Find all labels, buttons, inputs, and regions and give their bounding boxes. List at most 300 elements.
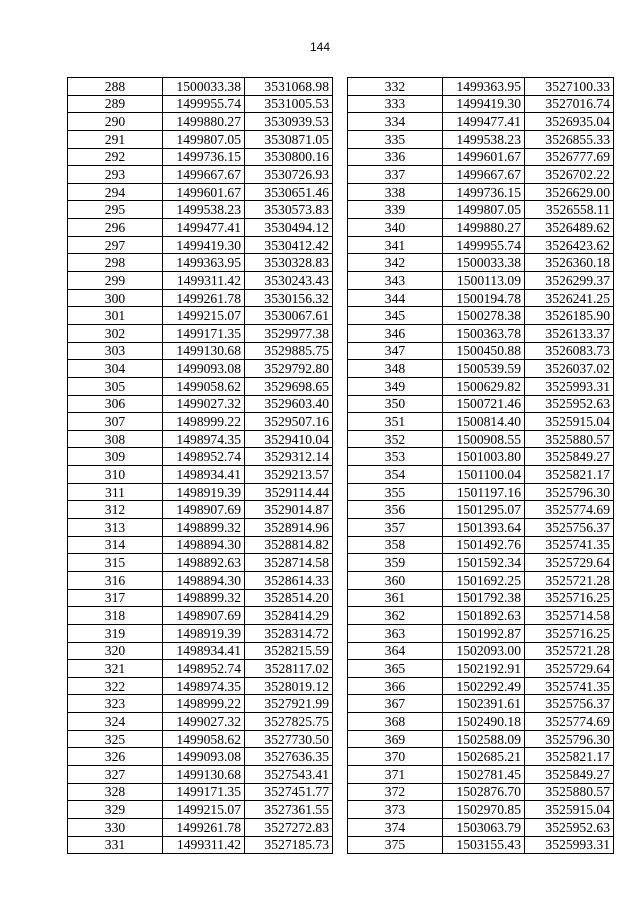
- table-row: [348, 501, 614, 519]
- table-row: [348, 519, 614, 537]
- table-row: [348, 536, 614, 554]
- y-coordinate-cell: 3530494.12: [245, 219, 333, 237]
- y-coordinate-cell: 3525880.57: [525, 783, 614, 801]
- x-coordinate-cell: 1502292.49: [443, 677, 525, 695]
- y-coordinate-cell: 3526629.00: [525, 183, 614, 201]
- table-row: [348, 236, 614, 254]
- x-coordinate-cell: 1501295.07: [443, 501, 525, 519]
- table-row: [68, 571, 333, 589]
- x-coordinate-cell: 1499601.67: [443, 148, 525, 166]
- x-coordinate-cell: 1500814.40: [443, 413, 525, 431]
- point-number-cell: 341: [348, 236, 443, 254]
- y-coordinate-cell: 3530573.83: [245, 201, 333, 219]
- point-number-cell: 290: [68, 113, 163, 131]
- x-coordinate-cell: 1503063.79: [443, 818, 525, 836]
- y-coordinate-cell: 3530412.42: [245, 236, 333, 254]
- y-coordinate-cell: 3529603.40: [245, 395, 333, 413]
- table-row: [348, 554, 614, 572]
- y-coordinate-cell: 3526777.69: [525, 148, 614, 166]
- table-row: [68, 730, 333, 748]
- x-coordinate-cell: 1498952.74: [163, 660, 245, 678]
- left-table-body: [68, 78, 333, 854]
- point-number-cell: 337: [348, 166, 443, 184]
- y-coordinate-cell: 3526489.62: [525, 219, 614, 237]
- point-number-cell: 351: [348, 413, 443, 431]
- x-coordinate-cell: 1499807.05: [443, 201, 525, 219]
- y-coordinate-cell: 3526360.18: [525, 254, 614, 272]
- table-row: [68, 272, 333, 290]
- y-coordinate-cell: 3530156.32: [245, 289, 333, 307]
- x-coordinate-cell: 1502970.85: [443, 801, 525, 819]
- point-number-cell: 319: [68, 624, 163, 642]
- table-row: [68, 324, 333, 342]
- point-number-cell: 296: [68, 219, 163, 237]
- y-coordinate-cell: 3527451.77: [245, 783, 333, 801]
- x-coordinate-cell: 1499419.30: [443, 95, 525, 113]
- point-number-cell: 338: [348, 183, 443, 201]
- table-row: [348, 466, 614, 484]
- table-row: [68, 377, 333, 395]
- table-row: [348, 360, 614, 378]
- y-coordinate-cell: 3526185.90: [525, 307, 614, 325]
- table-row: [348, 589, 614, 607]
- point-number-cell: 297: [68, 236, 163, 254]
- x-coordinate-cell: 1499736.15: [443, 183, 525, 201]
- x-coordinate-cell: 1498999.22: [163, 695, 245, 713]
- table-row: [348, 166, 614, 184]
- point-number-cell: 303: [68, 342, 163, 360]
- point-number-cell: 327: [68, 765, 163, 783]
- y-coordinate-cell: 3528215.59: [245, 642, 333, 660]
- point-number-cell: 336: [348, 148, 443, 166]
- x-coordinate-cell: 1499363.95: [443, 78, 525, 96]
- x-coordinate-cell: 1499955.74: [163, 95, 245, 113]
- point-number-cell: 323: [68, 695, 163, 713]
- table-row: [68, 254, 333, 272]
- point-number-cell: 361: [348, 589, 443, 607]
- table-row: [68, 695, 333, 713]
- y-coordinate-cell: 3525849.27: [525, 765, 614, 783]
- x-coordinate-cell: 1499058.62: [163, 730, 245, 748]
- table-row: [68, 166, 333, 184]
- x-coordinate-cell: 1499419.30: [163, 236, 245, 254]
- x-coordinate-cell: 1498952.74: [163, 448, 245, 466]
- point-number-cell: 339: [348, 201, 443, 219]
- point-number-cell: 299: [68, 272, 163, 290]
- point-number-cell: 353: [348, 448, 443, 466]
- x-coordinate-cell: 1499130.68: [163, 342, 245, 360]
- x-coordinate-cell: 1501197.16: [443, 483, 525, 501]
- y-coordinate-cell: 3528117.02: [245, 660, 333, 678]
- y-coordinate-cell: 3530726.93: [245, 166, 333, 184]
- table-row: [68, 201, 333, 219]
- y-coordinate-cell: 3525774.69: [525, 713, 614, 731]
- x-coordinate-cell: 1499477.41: [163, 219, 245, 237]
- table-row: [348, 818, 614, 836]
- coordinate-table-right: [347, 77, 614, 854]
- table-row: [68, 113, 333, 131]
- point-number-cell: 293: [68, 166, 163, 184]
- x-coordinate-cell: 1500363.78: [443, 324, 525, 342]
- table-row: [68, 501, 333, 519]
- table-row: [68, 289, 333, 307]
- point-number-cell: 333: [348, 95, 443, 113]
- table-row: [68, 148, 333, 166]
- y-coordinate-cell: 3527730.50: [245, 730, 333, 748]
- x-coordinate-cell: 1498899.32: [163, 519, 245, 537]
- y-coordinate-cell: 3531068.98: [245, 78, 333, 96]
- table-row: [68, 395, 333, 413]
- point-number-cell: 358: [348, 536, 443, 554]
- table-row: [348, 713, 614, 731]
- x-coordinate-cell: 1500194.78: [443, 289, 525, 307]
- table-row: [68, 430, 333, 448]
- y-coordinate-cell: 3528414.29: [245, 607, 333, 625]
- table-row: [348, 730, 614, 748]
- point-number-cell: 332: [348, 78, 443, 96]
- x-coordinate-cell: 1501792.38: [443, 589, 525, 607]
- right-table-body: [348, 78, 614, 854]
- x-coordinate-cell: 1499093.08: [163, 360, 245, 378]
- coordinate-table-left: [67, 77, 333, 854]
- y-coordinate-cell: 3530651.46: [245, 183, 333, 201]
- table-row: [68, 554, 333, 572]
- y-coordinate-cell: 3525721.28: [525, 642, 614, 660]
- y-coordinate-cell: 3526702.22: [525, 166, 614, 184]
- table-row: [348, 765, 614, 783]
- x-coordinate-cell: 1499215.07: [163, 307, 245, 325]
- table-row: [348, 289, 614, 307]
- x-coordinate-cell: 1499955.74: [443, 236, 525, 254]
- y-coordinate-cell: 3527016.74: [525, 95, 614, 113]
- x-coordinate-cell: 1499027.32: [163, 395, 245, 413]
- point-number-cell: 307: [68, 413, 163, 431]
- y-coordinate-cell: 3525993.31: [525, 377, 614, 395]
- point-number-cell: 350: [348, 395, 443, 413]
- y-coordinate-cell: 3525915.04: [525, 413, 614, 431]
- x-coordinate-cell: 1500113.09: [443, 272, 525, 290]
- y-coordinate-cell: 3530800.16: [245, 148, 333, 166]
- y-coordinate-cell: 3530871.05: [245, 130, 333, 148]
- y-coordinate-cell: 3525741.35: [525, 677, 614, 695]
- point-number-cell: 313: [68, 519, 163, 537]
- point-number-cell: 304: [68, 360, 163, 378]
- table-row: [68, 801, 333, 819]
- y-coordinate-cell: 3525721.28: [525, 571, 614, 589]
- x-coordinate-cell: 1499215.07: [163, 801, 245, 819]
- table-row: [348, 413, 614, 431]
- y-coordinate-cell: 3529410.04: [245, 430, 333, 448]
- table-row: [348, 201, 614, 219]
- x-coordinate-cell: 1498974.35: [163, 677, 245, 695]
- y-coordinate-cell: 3530328.83: [245, 254, 333, 272]
- table-row: [68, 466, 333, 484]
- point-number-cell: 348: [348, 360, 443, 378]
- point-number-cell: 289: [68, 95, 163, 113]
- point-number-cell: 334: [348, 113, 443, 131]
- table-row: [68, 713, 333, 731]
- y-coordinate-cell: 3525821.17: [525, 466, 614, 484]
- table-row: [348, 324, 614, 342]
- point-number-cell: 352: [348, 430, 443, 448]
- point-number-cell: 331: [68, 836, 163, 854]
- point-number-cell: 317: [68, 589, 163, 607]
- point-number-cell: 295: [68, 201, 163, 219]
- table-row: [68, 448, 333, 466]
- point-number-cell: 292: [68, 148, 163, 166]
- y-coordinate-cell: 3525993.31: [525, 836, 614, 854]
- point-number-cell: 298: [68, 254, 163, 272]
- table-row: [348, 748, 614, 766]
- x-coordinate-cell: 1502192.91: [443, 660, 525, 678]
- point-number-cell: 340: [348, 219, 443, 237]
- y-coordinate-cell: 3526299.37: [525, 272, 614, 290]
- table-row: [68, 519, 333, 537]
- point-number-cell: 355: [348, 483, 443, 501]
- x-coordinate-cell: 1500629.82: [443, 377, 525, 395]
- point-number-cell: 325: [68, 730, 163, 748]
- x-coordinate-cell: 1498907.69: [163, 501, 245, 519]
- table-row: [68, 536, 333, 554]
- point-number-cell: 346: [348, 324, 443, 342]
- x-coordinate-cell: 1501003.80: [443, 448, 525, 466]
- x-coordinate-cell: 1499538.23: [443, 130, 525, 148]
- y-coordinate-cell: 3527361.55: [245, 801, 333, 819]
- point-number-cell: 366: [348, 677, 443, 695]
- y-coordinate-cell: 3529014.87: [245, 501, 333, 519]
- x-coordinate-cell: 1499027.32: [163, 713, 245, 731]
- x-coordinate-cell: 1501892.63: [443, 607, 525, 625]
- y-coordinate-cell: 3525952.63: [525, 395, 614, 413]
- y-coordinate-cell: 3529312.14: [245, 448, 333, 466]
- x-coordinate-cell: 1502876.70: [443, 783, 525, 801]
- y-coordinate-cell: 3526241.25: [525, 289, 614, 307]
- x-coordinate-cell: 1498934.41: [163, 642, 245, 660]
- point-number-cell: 372: [348, 783, 443, 801]
- point-number-cell: 365: [348, 660, 443, 678]
- point-number-cell: 302: [68, 324, 163, 342]
- y-coordinate-cell: 3527185.73: [245, 836, 333, 854]
- table-row: [348, 130, 614, 148]
- table-row: [348, 642, 614, 660]
- y-coordinate-cell: 3529114.44: [245, 483, 333, 501]
- x-coordinate-cell: 1499667.67: [163, 166, 245, 184]
- point-number-cell: 308: [68, 430, 163, 448]
- table-row: [348, 95, 614, 113]
- y-coordinate-cell: 3528714.58: [245, 554, 333, 572]
- x-coordinate-cell: 1498919.39: [163, 624, 245, 642]
- y-coordinate-cell: 3525756.37: [525, 695, 614, 713]
- y-coordinate-cell: 3528019.12: [245, 677, 333, 695]
- y-coordinate-cell: 3525729.64: [525, 660, 614, 678]
- x-coordinate-cell: 1501492.76: [443, 536, 525, 554]
- point-number-cell: 368: [348, 713, 443, 731]
- x-coordinate-cell: 1498894.30: [163, 571, 245, 589]
- point-number-cell: 315: [68, 554, 163, 572]
- y-coordinate-cell: 3525756.37: [525, 519, 614, 537]
- table-row: [68, 624, 333, 642]
- point-number-cell: 349: [348, 377, 443, 395]
- y-coordinate-cell: 3526037.02: [525, 360, 614, 378]
- x-coordinate-cell: 1501992.87: [443, 624, 525, 642]
- y-coordinate-cell: 3528514.20: [245, 589, 333, 607]
- point-number-cell: 305: [68, 377, 163, 395]
- x-coordinate-cell: 1499311.42: [163, 836, 245, 854]
- table-row: [348, 448, 614, 466]
- x-coordinate-cell: 1500908.55: [443, 430, 525, 448]
- table-row: [348, 272, 614, 290]
- point-number-cell: 345: [348, 307, 443, 325]
- table-row: [68, 183, 333, 201]
- x-coordinate-cell: 1502685.21: [443, 748, 525, 766]
- point-number-cell: 374: [348, 818, 443, 836]
- y-coordinate-cell: 3525729.64: [525, 554, 614, 572]
- table-row: [348, 783, 614, 801]
- y-coordinate-cell: 3527272.83: [245, 818, 333, 836]
- x-coordinate-cell: 1502093.00: [443, 642, 525, 660]
- point-number-cell: 344: [348, 289, 443, 307]
- y-coordinate-cell: 3529507.16: [245, 413, 333, 431]
- point-number-cell: 328: [68, 783, 163, 801]
- y-coordinate-cell: 3526855.33: [525, 130, 614, 148]
- table-row: [68, 607, 333, 625]
- y-coordinate-cell: 3529698.65: [245, 377, 333, 395]
- x-coordinate-cell: 1500450.88: [443, 342, 525, 360]
- y-coordinate-cell: 3525741.35: [525, 536, 614, 554]
- table-row: [68, 748, 333, 766]
- table-row: [68, 236, 333, 254]
- x-coordinate-cell: 1498892.63: [163, 554, 245, 572]
- table-row: [348, 571, 614, 589]
- x-coordinate-cell: 1499807.05: [163, 130, 245, 148]
- point-number-cell: 314: [68, 536, 163, 554]
- y-coordinate-cell: 3528314.72: [245, 624, 333, 642]
- y-coordinate-cell: 3530067.61: [245, 307, 333, 325]
- y-coordinate-cell: 3525716.25: [525, 624, 614, 642]
- x-coordinate-cell: 1499093.08: [163, 748, 245, 766]
- y-coordinate-cell: 3529885.75: [245, 342, 333, 360]
- table-row: [348, 801, 614, 819]
- point-number-cell: 320: [68, 642, 163, 660]
- y-coordinate-cell: 3526083.73: [525, 342, 614, 360]
- point-number-cell: 373: [348, 801, 443, 819]
- x-coordinate-cell: 1500033.38: [163, 78, 245, 96]
- x-coordinate-cell: 1499667.67: [443, 166, 525, 184]
- x-coordinate-cell: 1499538.23: [163, 201, 245, 219]
- x-coordinate-cell: 1501592.34: [443, 554, 525, 572]
- point-number-cell: 311: [68, 483, 163, 501]
- table-row: [68, 219, 333, 237]
- table-row: [348, 307, 614, 325]
- point-number-cell: 362: [348, 607, 443, 625]
- point-number-cell: 294: [68, 183, 163, 201]
- table-row: [348, 695, 614, 713]
- table-row: [68, 78, 333, 96]
- x-coordinate-cell: 1503155.43: [443, 836, 525, 854]
- table-row: [68, 642, 333, 660]
- point-number-cell: 321: [68, 660, 163, 678]
- x-coordinate-cell: 1498934.41: [163, 466, 245, 484]
- y-coordinate-cell: 3526558.11: [525, 201, 614, 219]
- table-row: [348, 219, 614, 237]
- y-coordinate-cell: 3529213.57: [245, 466, 333, 484]
- point-number-cell: 306: [68, 395, 163, 413]
- x-coordinate-cell: 1500033.38: [443, 254, 525, 272]
- x-coordinate-cell: 1498919.39: [163, 483, 245, 501]
- table-row: [68, 783, 333, 801]
- table-row: [348, 148, 614, 166]
- x-coordinate-cell: 1499311.42: [163, 272, 245, 290]
- x-coordinate-cell: 1498907.69: [163, 607, 245, 625]
- x-coordinate-cell: 1498999.22: [163, 413, 245, 431]
- table-row: [68, 130, 333, 148]
- point-number-cell: 364: [348, 642, 443, 660]
- y-coordinate-cell: 3525774.69: [525, 501, 614, 519]
- table-row: [348, 607, 614, 625]
- table-row: [348, 395, 614, 413]
- point-number-cell: 356: [348, 501, 443, 519]
- point-number-cell: 322: [68, 677, 163, 695]
- table-row: [348, 430, 614, 448]
- y-coordinate-cell: 3530939.53: [245, 113, 333, 131]
- x-coordinate-cell: 1499261.78: [163, 289, 245, 307]
- point-number-cell: 300: [68, 289, 163, 307]
- table-row: [348, 254, 614, 272]
- table-row: [348, 836, 614, 854]
- y-coordinate-cell: 3527825.75: [245, 713, 333, 731]
- table-row: [348, 624, 614, 642]
- y-coordinate-cell: 3525796.30: [525, 483, 614, 501]
- y-coordinate-cell: 3525821.17: [525, 748, 614, 766]
- table-row: [68, 307, 333, 325]
- x-coordinate-cell: 1502781.45: [443, 765, 525, 783]
- y-coordinate-cell: 3525915.04: [525, 801, 614, 819]
- y-coordinate-cell: 3525849.27: [525, 448, 614, 466]
- y-coordinate-cell: 3526935.04: [525, 113, 614, 131]
- y-coordinate-cell: 3527921.99: [245, 695, 333, 713]
- y-coordinate-cell: 3525716.25: [525, 589, 614, 607]
- x-coordinate-cell: 1502588.09: [443, 730, 525, 748]
- y-coordinate-cell: 3528914.96: [245, 519, 333, 537]
- y-coordinate-cell: 3528814.82: [245, 536, 333, 554]
- y-coordinate-cell: 3529977.38: [245, 324, 333, 342]
- table-row: [348, 483, 614, 501]
- point-number-cell: 301: [68, 307, 163, 325]
- x-coordinate-cell: 1499130.68: [163, 765, 245, 783]
- point-number-cell: 329: [68, 801, 163, 819]
- point-number-cell: 309: [68, 448, 163, 466]
- table-row: [348, 113, 614, 131]
- table-row: [68, 660, 333, 678]
- y-coordinate-cell: 3530243.43: [245, 272, 333, 290]
- point-number-cell: 363: [348, 624, 443, 642]
- x-coordinate-cell: 1499363.95: [163, 254, 245, 272]
- table-row: [68, 413, 333, 431]
- y-coordinate-cell: 3525796.30: [525, 730, 614, 748]
- table-row: [68, 95, 333, 113]
- table-row: [68, 818, 333, 836]
- y-coordinate-cell: 3525880.57: [525, 430, 614, 448]
- point-number-cell: 367: [348, 695, 443, 713]
- point-number-cell: 316: [68, 571, 163, 589]
- x-coordinate-cell: 1500278.38: [443, 307, 525, 325]
- point-number-cell: 359: [348, 554, 443, 572]
- point-number-cell: 330: [68, 818, 163, 836]
- x-coordinate-cell: 1499601.67: [163, 183, 245, 201]
- y-coordinate-cell: 3526423.62: [525, 236, 614, 254]
- x-coordinate-cell: 1499880.27: [163, 113, 245, 131]
- x-coordinate-cell: 1499261.78: [163, 818, 245, 836]
